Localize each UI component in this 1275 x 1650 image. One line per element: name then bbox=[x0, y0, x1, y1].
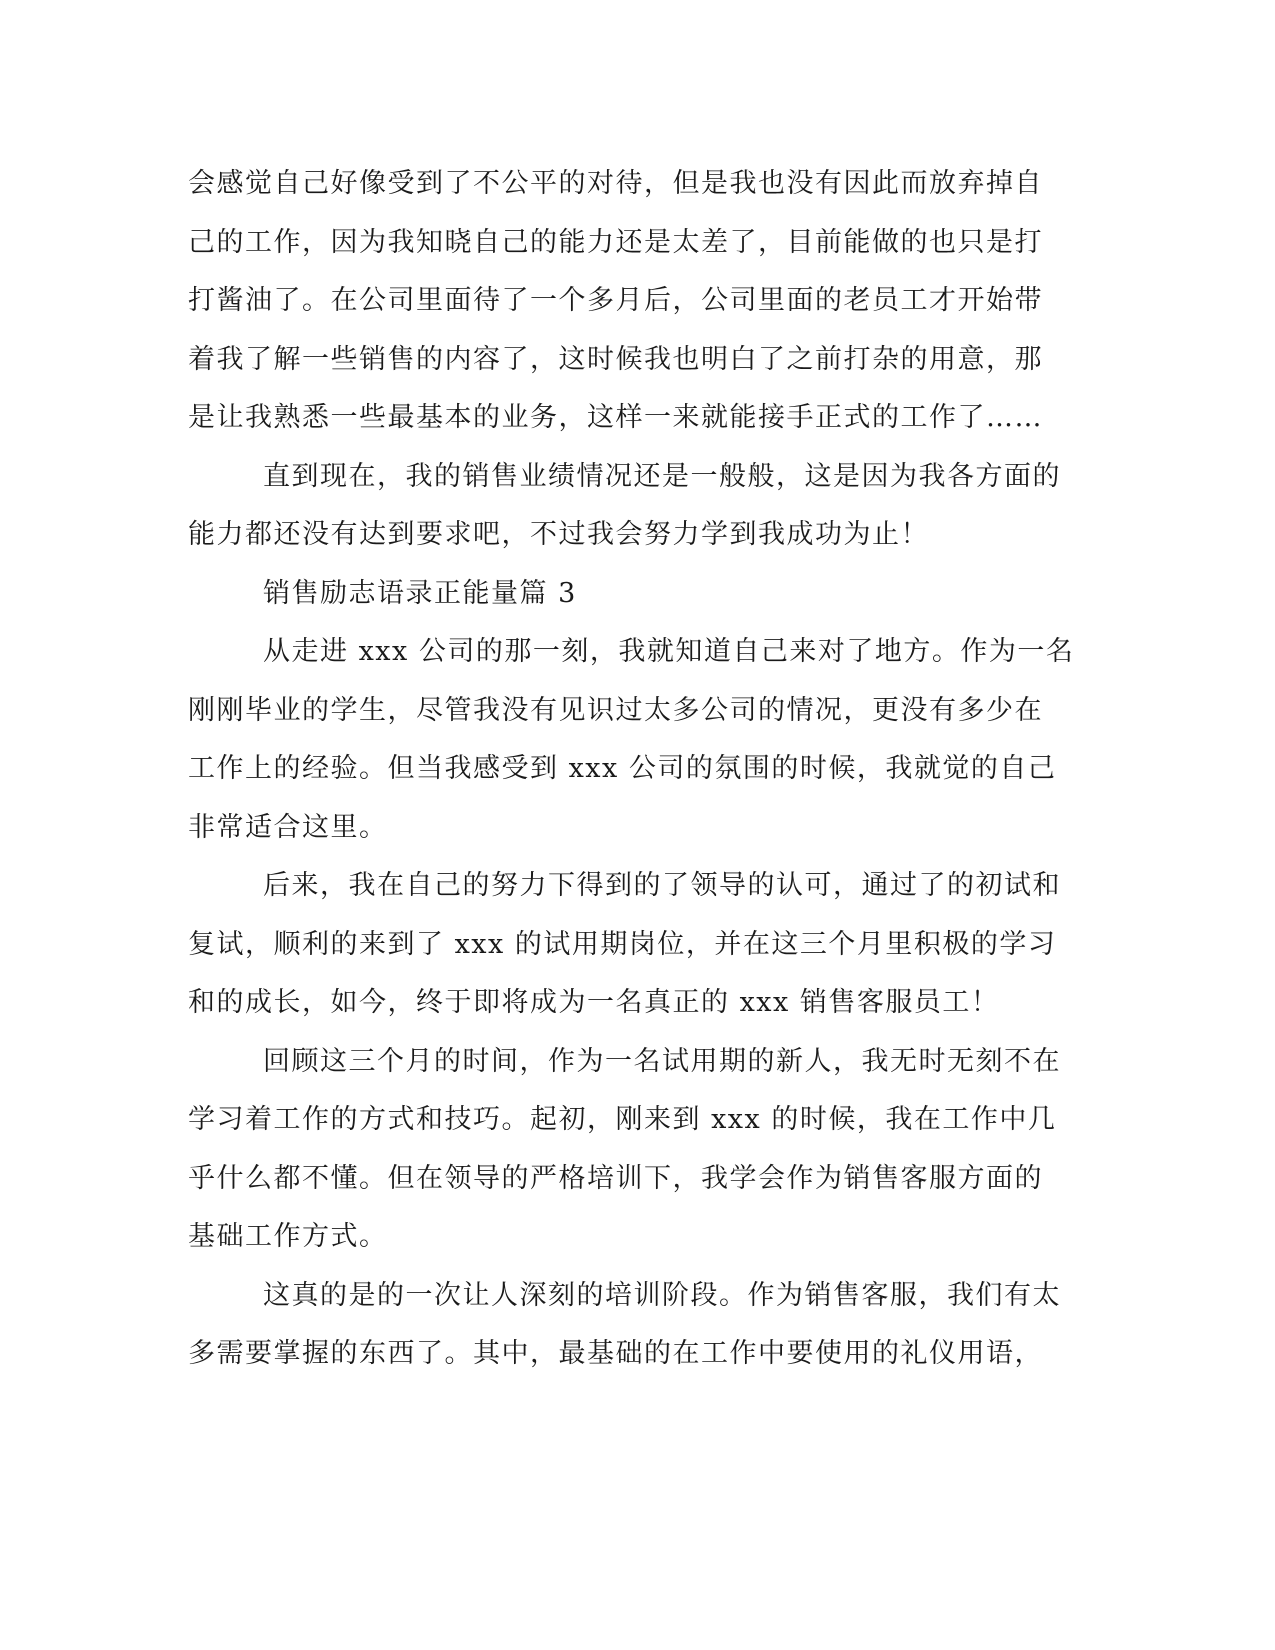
text-line: 和的成长，如今，终于即将成为一名真正的 xxx 销售客服员工！ bbox=[188, 987, 1000, 1018]
section-heading bbox=[188, 565, 1048, 624]
text-line: 会感觉自己好像受到了不公平的对待，但是我也没有因此而放弃掉自 bbox=[188, 168, 1043, 199]
text-line: 非常适合这里。 bbox=[188, 811, 388, 843]
text-line: 基础工作方式。 bbox=[188, 1221, 388, 1252]
paragraph bbox=[188, 155, 1048, 448]
text-line: 是让我熟悉一些最基本的业务，这样一来就能接手正式的工作了…… bbox=[188, 402, 1043, 433]
text-line: 己的工作，因为我知晓自己的能力还是太差了，目前能做的也只是打 bbox=[188, 226, 1043, 258]
heading-line: 销售励志语录正能量篇 3 bbox=[263, 577, 577, 609]
text-line: 打酱油了。在公司里面待了一个多月后，公司里面的老员工才开始带 bbox=[188, 285, 1043, 316]
text-line: 乎什么都不懂。但在领导的严格培训下，我学会作为销售客服方面的 bbox=[188, 1162, 1043, 1194]
text-line: 学习着工作的方式和技巧。起初，刚来到 xxx 的时候，我在工作中几 bbox=[188, 1104, 1057, 1135]
text-line: 后来，我在自己的努力下得到的了领导的认可，通过了的初试和 bbox=[263, 870, 1061, 901]
text-line: 着我了解一些销售的内容了，这时候我也明白了之前打杂的用意，那 bbox=[188, 343, 1043, 375]
paragraph bbox=[188, 623, 1075, 857]
text-line: 直到现在，我的销售业绩情况还是一般般，这是因为我各方面的 bbox=[263, 460, 1061, 492]
paragraph bbox=[188, 857, 1061, 1033]
text-line: 这真的是的一次让人深刻的培训阶段。作为销售客服，我们有太 bbox=[263, 1279, 1061, 1311]
text-line: 回顾这三个月的时间，作为一名试用期的新人，我无时无刻不在 bbox=[263, 1045, 1061, 1077]
paragraph bbox=[188, 1267, 1061, 1384]
paragraph bbox=[188, 1033, 1061, 1267]
text-line: 工作上的经验。但当我感受到 xxx 公司的氛围的时候，我就觉的自己 bbox=[188, 753, 1057, 784]
text-line: 能力都还没有达到要求吧，不过我会努力学到我成功为止！ bbox=[188, 519, 929, 550]
document-body bbox=[188, 155, 1075, 1384]
paragraph bbox=[188, 448, 1061, 565]
text-line: 从走进 xxx 公司的那一刻，我就知道自己来对了地方。作为一名 bbox=[263, 636, 1075, 667]
text-line: 复试，顺利的来到了 xxx 的试用期岗位，并在这三个月里积极的学习 bbox=[188, 928, 1057, 960]
text-line: 刚刚毕业的学生，尽管我没有见识过太多公司的情况，更没有多少在 bbox=[188, 694, 1043, 726]
text-line: 多需要掌握的东西了。其中，最基础的在工作中要使用的礼仪用语， bbox=[188, 1338, 1043, 1369]
